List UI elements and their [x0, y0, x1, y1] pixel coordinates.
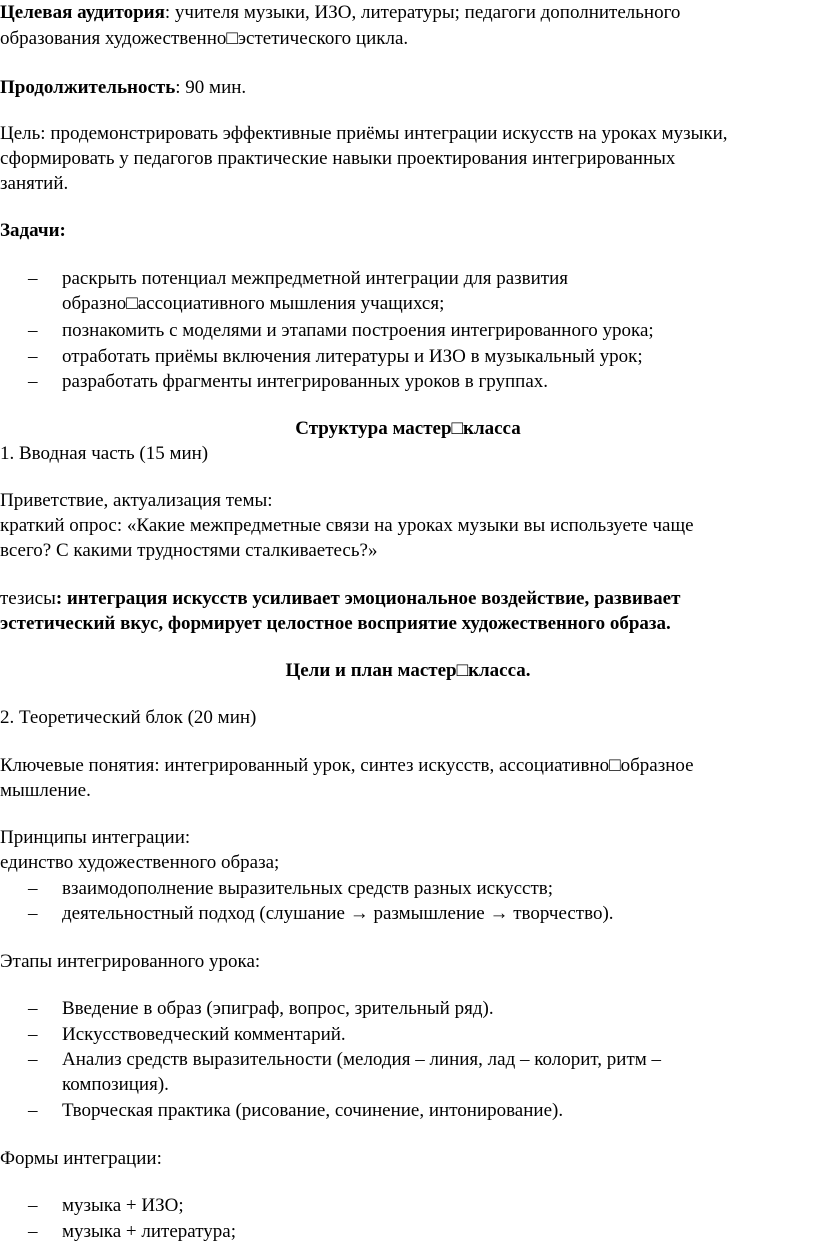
- tasks-heading: Задачи:: [0, 220, 66, 241]
- dash-bullet: –: [28, 1195, 38, 1216]
- intro-greeting: Приветствие, актуализация темы:: [0, 490, 273, 511]
- theory-title: 2. Теоретический блок (20 мин): [0, 707, 257, 728]
- intro-survey-line-1: краткий опрос: «Какие межпредметные связи на уроках музыки вы используете чаще: [0, 515, 694, 536]
- intro-survey-line-2: всего? С какими трудностями сталкиваетесь?»: [0, 540, 378, 561]
- task-1-line-2: образно□ассоциативного мышления учащихся;: [62, 293, 445, 314]
- principle-item-1: взаимодополнение выразительных средств разных искусств;: [62, 878, 553, 899]
- audience-label: Целевая аудитория: [0, 2, 165, 23]
- stage-3-line-2: композиция).: [62, 1074, 169, 1095]
- stage-3-line-1: Анализ средств выразительности (мелодия – линия, лад – колорит, ритм –: [62, 1049, 662, 1070]
- intro-title: 1. Вводная часть (15 мин): [0, 443, 209, 464]
- dash-bullet: –: [28, 903, 38, 924]
- forms-heading: Формы интеграции:: [0, 1148, 162, 1169]
- dash-bullet: –: [28, 878, 38, 899]
- theses-label: тезисы: [0, 588, 56, 609]
- goals-plan-heading: Цели и план мастер□класса.: [285, 660, 531, 681]
- task-2: познакомить с моделями и этапами построения интегрированного урока;: [62, 320, 654, 341]
- principle-item-2: деятельностный подход (слушание → размышление → творчество).: [62, 903, 614, 924]
- dash-bullet: –: [28, 371, 38, 392]
- form-item-1: музыка + ИЗО;: [62, 1195, 184, 1216]
- theses-line-1: [0, 586, 680, 612]
- principle-first: единство художественного образа;: [0, 852, 280, 873]
- form-item-2: музыка + литература;: [62, 1221, 236, 1242]
- stages-heading: Этапы интегрированного урока:: [0, 951, 261, 972]
- goal-line-2: сформировать у педагогов практические навыки проектирования интегрированных: [0, 148, 676, 169]
- duration-label: Продолжительность: [0, 77, 176, 98]
- concepts-line-1: Ключевые понятия: интегрированный урок, синтез искусств, ассоциативно□образное: [0, 755, 694, 776]
- stage-2: Искусствоведческий комментарий.: [62, 1024, 346, 1045]
- stage-4: Творческая практика (рисование, сочинение, интонирование).: [62, 1100, 564, 1121]
- duration-value: : 90 мин.: [175, 77, 247, 98]
- dash-bullet: –: [28, 998, 38, 1019]
- dash-bullet: –: [28, 320, 38, 341]
- structure-heading: Структура мастер□класса: [295, 418, 521, 439]
- theses-line-2: эстетический вкус, формирует целостное восприятие художественного образа.: [0, 613, 671, 634]
- goal-line-1: Цель: продемонстрировать эффективные приёмы интеграции искусств на уроках музыки,: [0, 123, 728, 144]
- audience-line-2: образования художественно□эстетического цикла.: [0, 28, 409, 49]
- dash-bullet: –: [28, 1024, 38, 1045]
- concepts-line-2: мышление.: [0, 780, 91, 801]
- theses-text-1: : интеграция искусств усиливает эмоциональное воздействие, развивает: [55, 588, 681, 609]
- task-1-line-1: раскрыть потенциал межпредметной интеграции для развития: [62, 268, 568, 289]
- audience-text-1: : учителя музыки, ИЗО, литературы; педагоги дополнительного: [164, 2, 681, 23]
- principles-heading: Принципы интеграции:: [0, 827, 191, 848]
- dash-bullet: –: [28, 1049, 38, 1070]
- stage-1: Введение в образ (эпиграф, вопрос, зрительный ряд).: [62, 998, 494, 1019]
- duration-line: [0, 75, 246, 101]
- dash-bullet: –: [28, 268, 38, 289]
- dash-bullet: –: [28, 1100, 38, 1121]
- dash-bullet: –: [28, 1221, 38, 1242]
- task-4: разработать фрагменты интегрированных уроков в группах.: [62, 371, 549, 392]
- dash-bullet: –: [28, 346, 38, 367]
- task-3: отработать приёмы включения литературы и ИЗО в музыкальный урок;: [62, 346, 643, 367]
- goal-line-3: занятий.: [0, 173, 69, 194]
- audience-line-1: [0, 0, 680, 26]
